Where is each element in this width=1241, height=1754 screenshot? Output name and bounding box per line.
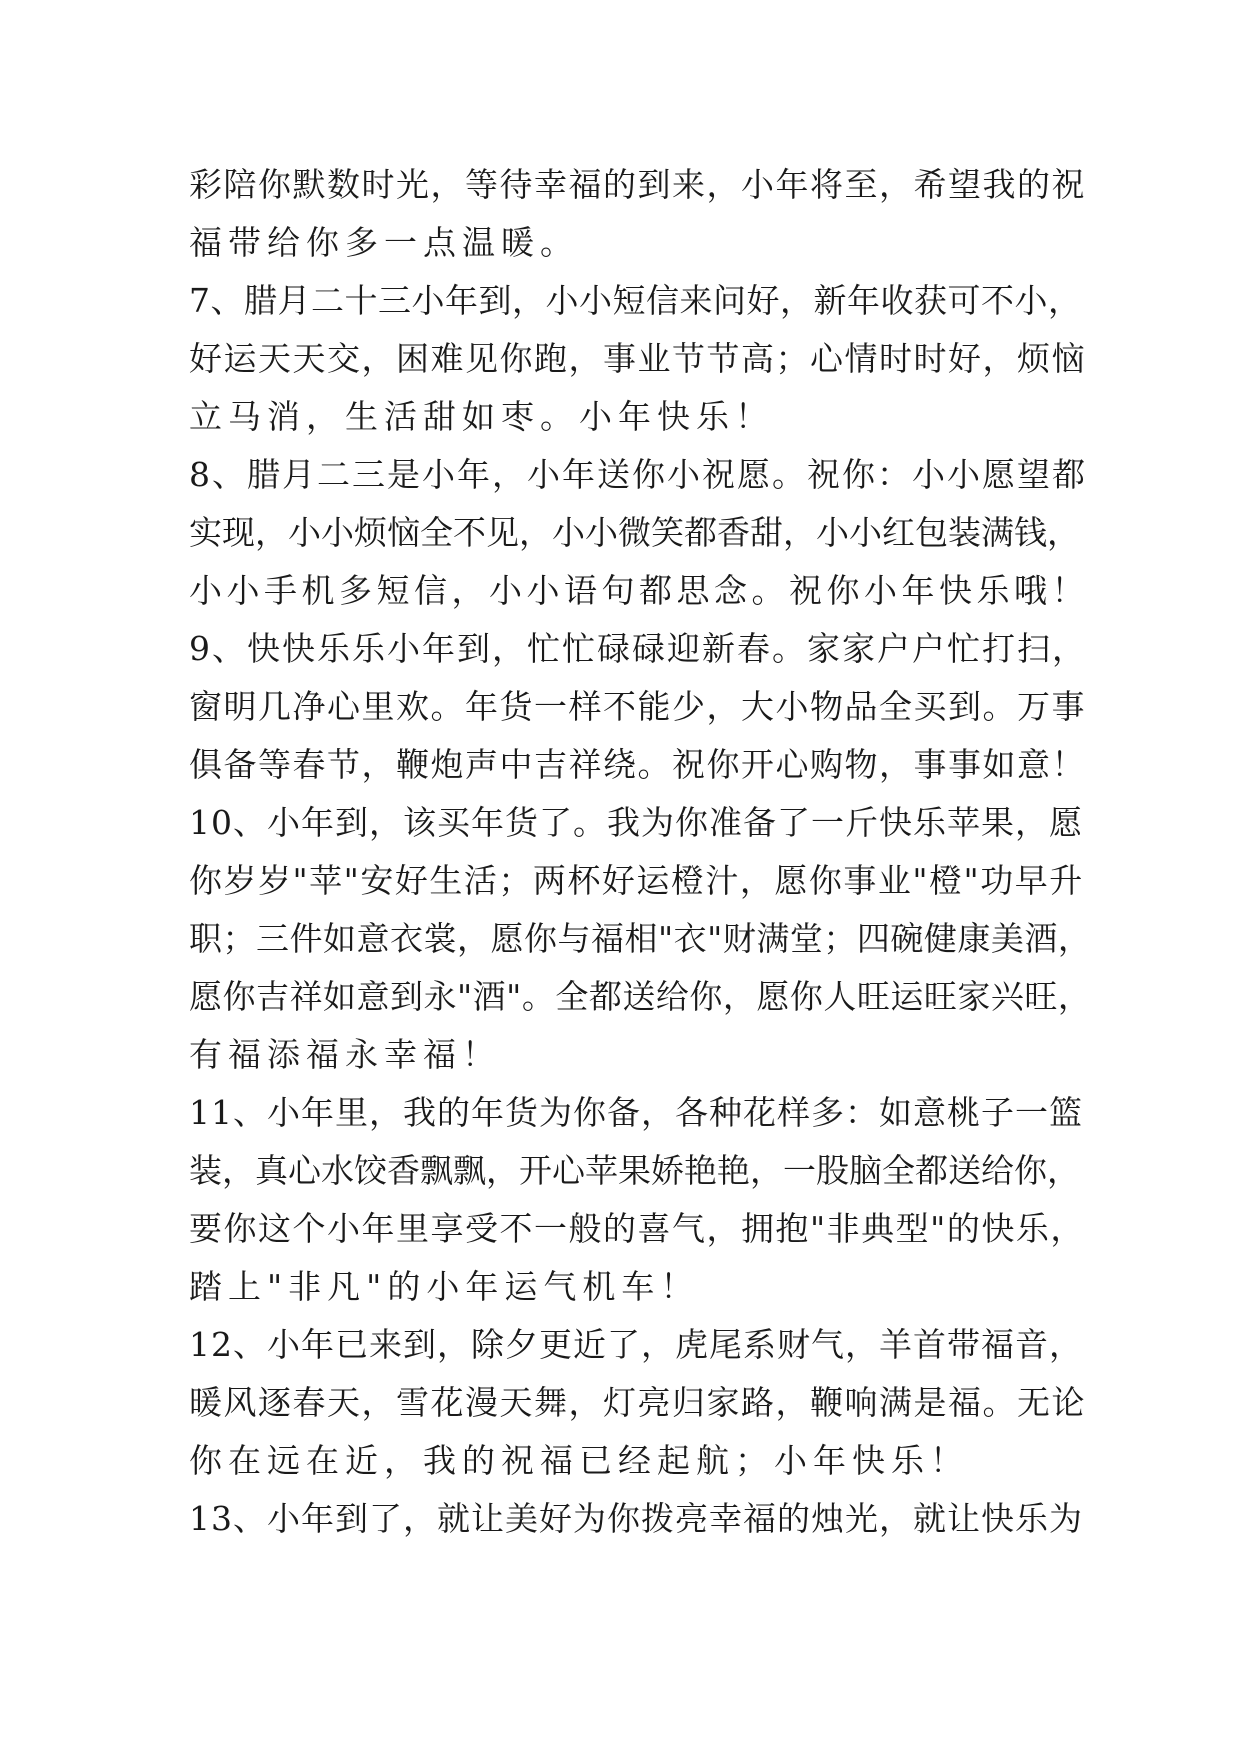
- text-line: 福带给你多一点温暖。: [189, 223, 579, 262]
- text-line: 彩陪你默数时光，等待幸福的到来，小年将至，希望我的祝: [189, 165, 1086, 204]
- text-line: 要你这个小年里享受不一般的喜气，拥抱"非典型"的快乐，: [189, 1209, 1085, 1248]
- text-line: 7、腊月二十三小年到，小小短信来问好，新年收获可不小，: [189, 281, 1082, 320]
- text-line: 10、小年到，该买年货了。我为你准备了一斤快乐苹果，愿: [189, 803, 1083, 842]
- text-line: 踏上"非凡"的小年运气机车！: [189, 1267, 700, 1306]
- text-line: 实现，小小烦恼全不见，小小微笑都香甜，小小红包装满钱，: [189, 513, 1080, 552]
- text-line: 暖风逐春天，雪花漫天舞，灯亮归家路，鞭响满是福。无论: [189, 1383, 1086, 1422]
- text-line: 8、腊月二三是小年，小年送你小祝愿。祝你：小小愿望都: [189, 455, 1087, 494]
- text-line: 13、小年到了，就让美好为你拨亮幸福的烛光，就让快乐为: [189, 1499, 1083, 1538]
- text-line: 小小手机多短信，小小语句都思念。祝你小年快乐哦！: [189, 571, 1089, 610]
- text-line: 你在远在近，我的祝福已经起航；小年快乐！: [189, 1441, 969, 1480]
- text-line: 装，真心水饺香飘飘，开心苹果娇艳艳，一股脑全都送给你，: [189, 1151, 1080, 1190]
- text-line: 12、小年已来到，除夕更近了，虎尾系财气，羊首带福音，: [189, 1325, 1083, 1364]
- text-line: 好运天天交，困难见你跑，事业节节高；心情时时好，烦恼: [189, 339, 1086, 378]
- text-line: 窗明几净心里欢。年货一样不能少，大小物品全买到。万事: [189, 687, 1086, 726]
- text-line: 愿你吉祥如意到永"酒"。全都送给你，愿你人旺运旺家兴旺，: [189, 977, 1092, 1016]
- text-line: 有福添福永幸福！: [189, 1035, 501, 1074]
- text-line: 9、快快乐乐小年到，忙忙碌碌迎新春。家家户户忙打扫，: [189, 629, 1087, 668]
- text-line: 11、小年里，我的年货为你备，各种花样多：如意桃子一篮: [189, 1093, 1083, 1132]
- text-line: 立马消，生活甜如枣。小年快乐！: [189, 397, 774, 436]
- text-line: 俱备等春节，鞭炮声中吉祥绕。祝你开心购物，事事如意！: [189, 745, 1086, 784]
- text-line: 你岁岁"苹"安好生活；两杯好运橙汁，愿你事业"橙"功早升: [189, 861, 1084, 900]
- text-line: 职；三件如意衣裳，愿你与福相"衣"财满堂；四碗健康美酒，: [189, 919, 1092, 958]
